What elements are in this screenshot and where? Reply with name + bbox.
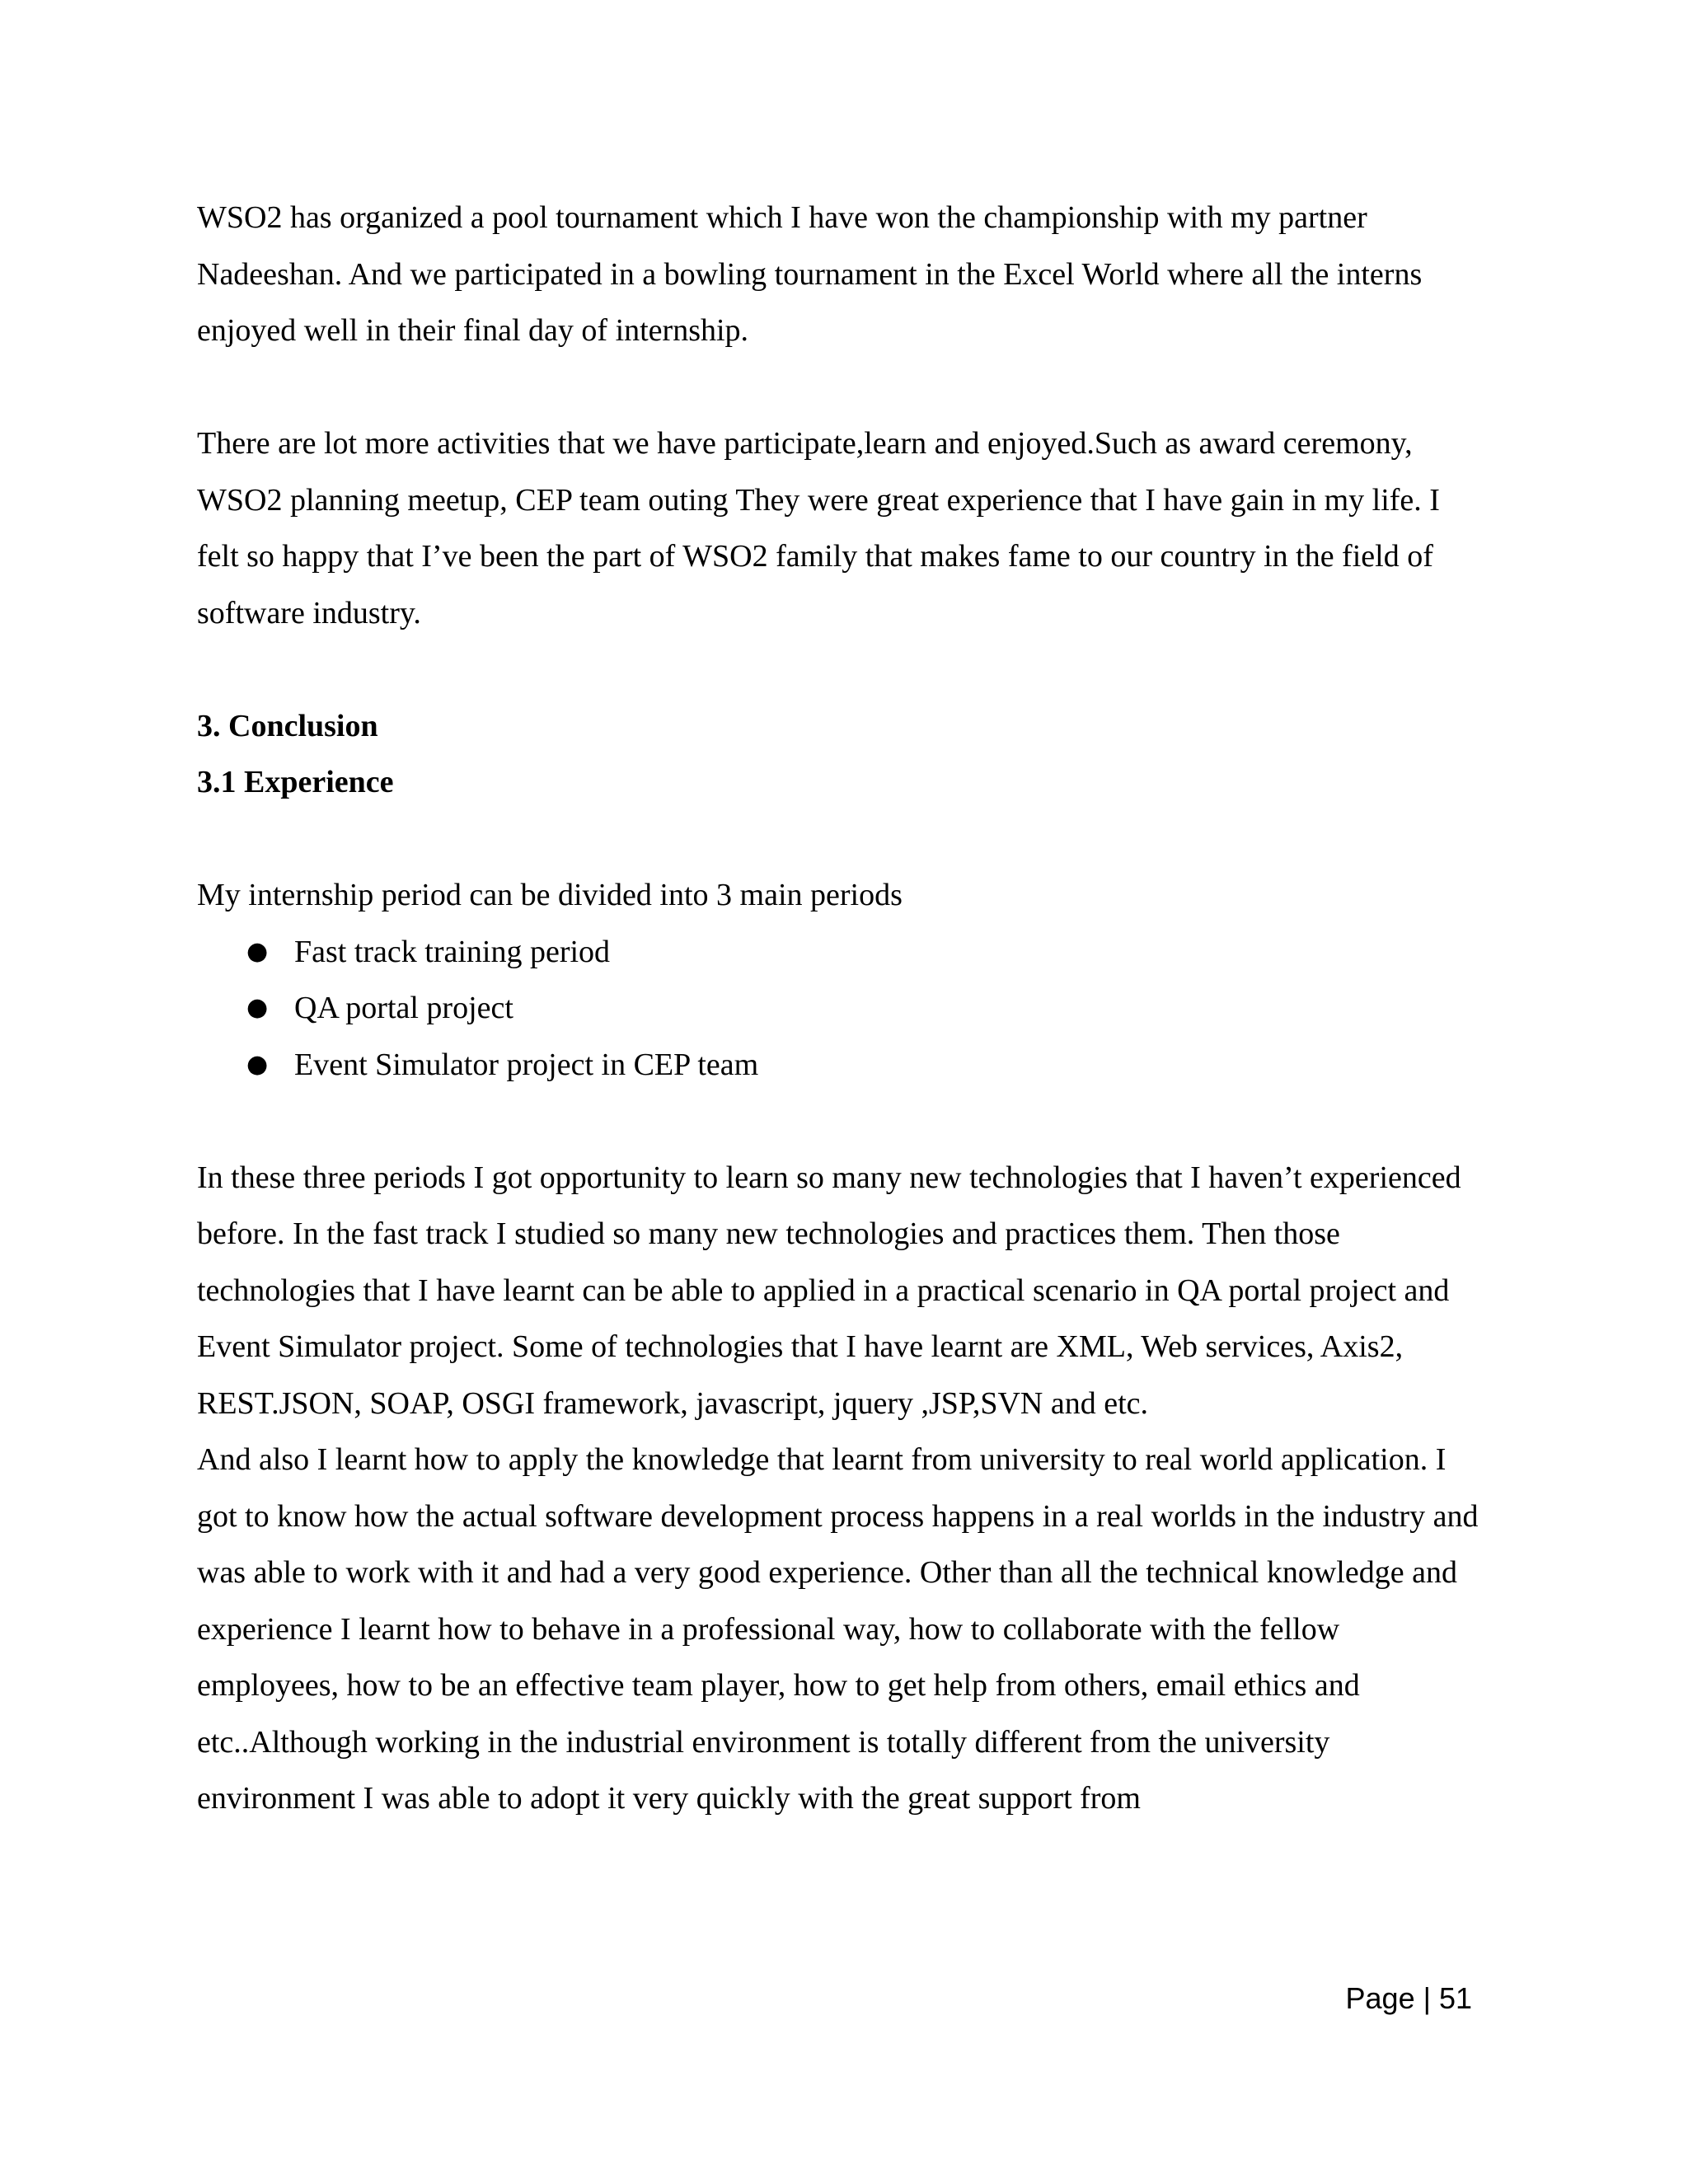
list-item-text: Event Simulator project in CEP team <box>294 1047 759 1082</box>
page-body <box>197 190 1483 1827</box>
paragraph-pool-tournament: WSO2 has organized a pool tournament which I have won the championship with my partner Nadeeshan. And we participated in a bowling tournament in the Excel World where all the interns enjoyed well in their final day of internship. <box>197 200 1423 348</box>
section-heading-conclusion: 3. Conclusion <box>197 708 378 743</box>
spacer <box>197 359 1483 416</box>
bullet-icon: ● <box>246 936 269 966</box>
spacer <box>197 1093 1483 1150</box>
paragraph-technologies: In these three periods I got opportunity to learn so many new technologies that I haven’t experienced before. In the fast track I studied so many new technologies and practices them. Then those technologies that I have learnt can be able to applied in a practical scenario in QA portal project and Event Simulator project. Some of technologies that I have learnt are XML, Web services, Axis2, REST.JSON, SOAP, OSGI framework, javascript, jquery ,JSP,SVN and etc. <box>197 1160 1461 1421</box>
list-item <box>197 1037 1483 1094</box>
paragraph-activities: There are lot more activities that we have participate,learn and enjoyed.Such as award ceremony, WSO2 planning meetup, CEP team outing They were great experience that I have gain in my life. I felt so happy that I’ve been the part of WSO2 family that makes fame to our country in the field of software industry. <box>197 426 1440 630</box>
list-item-text: QA portal project <box>294 991 513 1025</box>
list-item <box>197 980 1483 1037</box>
list-item <box>197 924 1483 981</box>
bullet-list-periods <box>197 924 1483 1094</box>
bullet-icon: ● <box>246 993 269 1022</box>
paragraph-intro-periods: My internship period can be divided into 3 main periods <box>197 878 903 912</box>
spacer <box>197 811 1483 868</box>
list-item-text: Fast track training period <box>294 934 611 969</box>
subsection-heading-experience: 3.1 Experience <box>197 765 394 799</box>
bullet-icon: ● <box>246 1049 269 1079</box>
paragraph-knowledge: And also I learnt how to apply the knowledge that learnt from university to real world application. I got to know how the actual software development process happens in a real worlds in the industry and was able to work with it and had a very good experience. Other than all the technical knowledge and experience I learnt how to behave in a professional way, how to collaborate with the fellow employees, how to be an effective team player, how to get help from others, email ethics and etc..Although working in the industrial environment is totally different from the university environment I was able to adopt it very quickly with the great support from <box>197 1442 1479 1816</box>
spacer <box>197 641 1483 698</box>
page-number: Page | 51 <box>1345 1981 1472 2015</box>
